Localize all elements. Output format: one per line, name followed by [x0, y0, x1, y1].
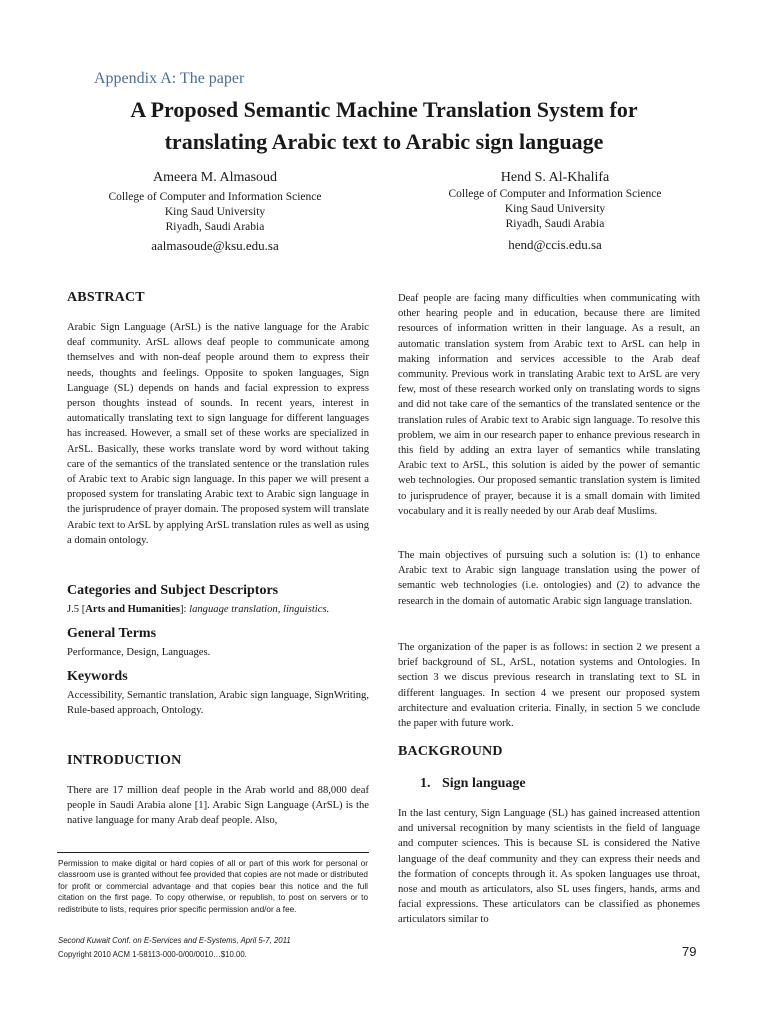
- subsection-heading: [420, 776, 700, 792]
- author-name: Ameera M. Almasoud: [152, 170, 278, 185]
- permission-notice: Permission to make digital or hard copies of all or part of this work for personal or classroom use is granted without fee provided that copies are not made or distributed for profit or commercial advantage and that copies bear this notice and the full citation on the first page. To copy otherwise, or republish, to post on servers or to redistribute to lists, requires prior specific permission and/or a fee.: [58, 859, 368, 914]
- author-email[interactable]: aalmasoude@ksu.edu.sa: [151, 238, 279, 253]
- categories-italic: language translation, linguistics.: [189, 604, 330, 615]
- introduction-text: There are 17 million deaf people in the Arab world and 88,000 deaf people in Saudi Arabia alone [1]. Arabic Sign Language (ArSL) is the native language for many Arab deaf people. Also,: [67, 785, 369, 827]
- keywords-heading: Keywords: [67, 669, 128, 684]
- categories-heading: Categories and Subject Descriptors: [67, 583, 279, 598]
- categories-bold: Arts and Humanities: [85, 604, 181, 615]
- footnote-divider: [57, 852, 369, 853]
- abstract-text: Arabic Sign Language (ArSL) is the native language for the Arabic deaf community. ArSL allows deaf people to communicate among themselves and with non-deaf people around them to express their needs, thoughts and feelings. Opposite to spoken languages, Sign Language (SL) depends on hands and facial expression to express person thoughts instead of sounds. In recent years, interest in automatically translating text to sign language for different languages has increased. However, a small set of these works are specialized in ArSL. Basically, these works translate word by word without taking care of the semantics of the translated sentence or the translation rules of Arabic text to Arabic sign language. In this paper we will present a proposed system for translating Arabic text to Arabic sign language in the jurisprudence of prayer domain. The proposed system will translate Arabic text to ArSL by applying ArSL translation rules as well as using a domain ontology.: [67, 322, 369, 546]
- subsection-number: 1.: [420, 776, 431, 791]
- author-affiliation: College of Computer and Information Science: [108, 191, 322, 203]
- author-location: Riyadh, Saudi Arabia: [165, 221, 265, 233]
- background-heading: BACKGROUND: [398, 744, 503, 759]
- author-location: Riyadh, Saudi Arabia: [505, 218, 605, 230]
- introduction-heading: INTRODUCTION: [67, 753, 182, 768]
- general-terms-text: Performance, Design, Languages.: [67, 647, 211, 658]
- right-para-1: Deaf people are facing many difficulties when communicating with other hearing people and in education, because there are limited resources of information written in their language. As a result, an automatic translation system from Arabic text to ArSL can help in making information and services accessible to the Arab deaf community. Previous work in translating Arabic text to ArSL are very few, most of these research worked only on translating words to signs and did not take care of the semantics of the translated sentence or the translation rules of Arabic text to Arabic sign language. To resolve this problem, we aim in our research paper to enhance previous research in this field by adding an extra layer of semantics while translating Arabic text to ArSL, this solution is aided by the power of semantic web technologies. Our proposed semantic translation system is limited to jurisprudence of prayer, because it is a small domain with limited vocabulary and it is really needed by our Arab deaf Muslims.: [398, 293, 700, 517]
- categories-prefix: J.5 [: [67, 604, 86, 615]
- page-number: 79: [682, 944, 697, 959]
- general-terms-heading: General Terms: [67, 626, 157, 641]
- paper-title: [40, 94, 728, 158]
- author-affiliation: College of Computer and Information Science: [448, 188, 662, 200]
- author-university: King Saud University: [164, 206, 266, 218]
- keywords-text: Accessibility, Semantic translation, Arabic sign language, SignWriting, Rule-based approach, Ontology.: [67, 690, 369, 717]
- author-block-2: [400, 168, 710, 254]
- title-line-2: translating Arabic text to Arabic sign language: [164, 129, 604, 154]
- right-para-2: The main objectives of pursuing such a solution is: (1) to enhance Arabic text to Arabic sign language translation using the power of semantic web technologies (i.e. ontologies) and (2) to advance the research in the domain of automatic Arabic sign language translation.: [398, 550, 700, 607]
- categories-text: [67, 602, 369, 617]
- categories-suffix: ]:: [180, 604, 190, 615]
- author-email[interactable]: hend@ccis.edu.sa: [508, 237, 602, 252]
- copyright-notice: Copyright 2010 ACM 1-58113-000-0/00/0010…$10.00.: [58, 950, 247, 959]
- abstract-heading: ABSTRACT: [67, 290, 145, 305]
- conference-info: Second Kuwait Conf. on E-Services and E-Systems, April 5-7, 2011: [58, 936, 291, 945]
- right-para-3: The organization of the paper is as follows: in section 2 we present a brief background of SL, ArSL, notation systems and Ontologies. In section 3 we discus previous research in translating text to SL in different languages. In section 4 we present our proposed system architecture and evaluation criteria. Finally, in section 5 we conclude the paper with future work.: [398, 642, 700, 730]
- appendix-heading: Appendix A: The paper: [94, 70, 245, 87]
- author-university: King Saud University: [504, 203, 606, 215]
- author-block-1: [70, 168, 360, 255]
- right-para-4: In the last century, Sign Language (SL) has gained increased attention and universal recognition by many scientists in the field of language and computer sciences. This is because SL is considered the Native language of the deaf community and they can express their needs and the formation of concepts through it. As spoken languages use throat, nose and mouth as articulators, also SL uses fingers, hands, arms and facial expressions. These articulators can be classified as phonemes articulators similar to: [398, 808, 700, 926]
- author-name: Hend S. Al-Khalifa: [500, 170, 610, 185]
- title-line-1: A Proposed Semantic Machine Translation System for: [130, 97, 638, 122]
- subsection-title: Sign language: [442, 776, 526, 791]
